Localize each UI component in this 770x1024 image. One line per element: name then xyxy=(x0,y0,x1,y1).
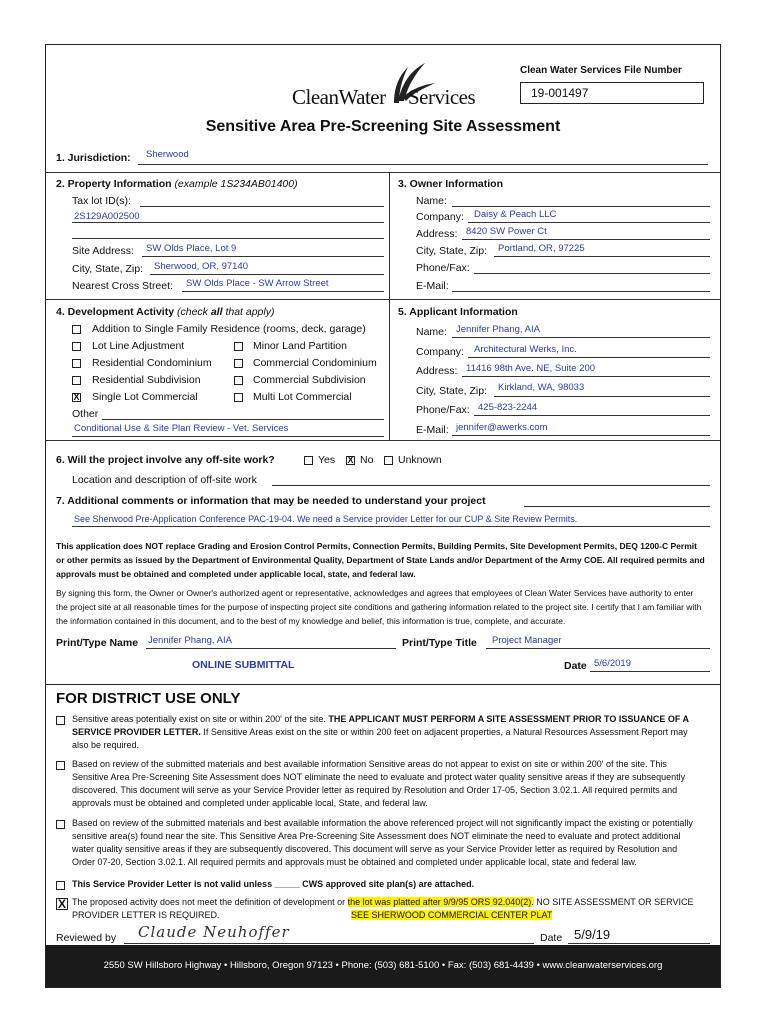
owner-company-label: Company: xyxy=(416,211,464,223)
minor-land-label: Minor Land Partition xyxy=(253,340,347,352)
owner-phone-label: Phone/Fax: xyxy=(416,262,470,274)
site-address-label: Site Address: xyxy=(72,245,134,257)
offsite-unknown-label: Unknown xyxy=(398,454,442,466)
owner-address-line xyxy=(462,239,710,240)
owner-email-label: E-Mail: xyxy=(416,280,449,292)
district-option-5-checkbox[interactable]: X xyxy=(57,897,66,911)
print-name-label: Print/Type Name xyxy=(56,637,139,649)
applicant-address-label: Address: xyxy=(416,365,458,377)
district-option-4-text: This Service Provider Letter is not valid unless _____ CWS approved site plan(s) are attached. xyxy=(72,879,475,889)
single-lot-label: Single Lot Commercial xyxy=(92,391,198,403)
date-value[interactable]: 5/6/2019 xyxy=(594,658,631,669)
date-line xyxy=(590,671,710,672)
footer-bar xyxy=(46,945,720,987)
taxlot-value[interactable]: 2S129A002500 xyxy=(74,211,140,222)
owner-company-value[interactable]: Daisy & Peach LLC xyxy=(474,209,557,220)
applicant-name-line xyxy=(452,337,710,338)
applicant-email-label: E-Mail: xyxy=(416,424,449,436)
reviewer-signature[interactable]: Claude Neuhoffer xyxy=(138,923,290,941)
owner-city-line xyxy=(494,256,710,257)
owner-address-label: Address: xyxy=(416,228,458,240)
other-line-1 xyxy=(102,419,384,420)
online-submittal: ONLINE SUBMITTAL xyxy=(192,659,295,671)
applicant-phone-line xyxy=(474,415,710,416)
district-option-1-checkbox[interactable] xyxy=(56,716,65,725)
owner-company-line xyxy=(468,222,710,223)
taxlot-label: Tax lot ID(s): xyxy=(72,195,131,207)
district-option-5-text: The proposed activity does not meet the definition of development or the lot was platted after 9/9/95 ORS 92.040(2). NO SITE ASSESSMENT OR SERVICE PROVIDER LETTER IS REQUIRED. xyxy=(72,897,694,920)
print-title-value[interactable]: Project Manager xyxy=(492,635,562,646)
reviewed-date-line xyxy=(568,943,710,944)
district-option-1-text: Sensitive areas potentially exist on site or within 200' of the site. THE APPLICANT MUST PERFORM A SITE ASSESSMENT PRIOR TO ISSUANCE OF A SERVICE PROVIDER LETTER. If Sensitive Areas exist on the site or within 200 feet on adjacent properties, a Natural Resources Assessment Report may also be required. xyxy=(72,714,689,750)
divider xyxy=(46,172,720,173)
applicant-heading: 5. Applicant Information xyxy=(398,306,518,318)
form-title: Sensitive Area Pre-Screening Site Assessment xyxy=(205,118,561,135)
property-city-value[interactable]: Sherwood, OR, 97140 xyxy=(154,261,249,272)
applicant-company-line xyxy=(468,357,710,358)
comments-line-2 xyxy=(72,526,710,527)
property-city-line xyxy=(150,274,384,275)
print-name-line xyxy=(146,648,396,649)
district-divider xyxy=(46,684,720,685)
offsite-yes-label: Yes xyxy=(318,454,336,466)
form-page xyxy=(45,44,721,988)
print-title-label: Print/Type Title xyxy=(402,637,477,649)
minor-land-checkbox[interactable] xyxy=(234,342,243,351)
comments-label: 7. Additional comments or information that may be needed to understand your project xyxy=(56,495,486,507)
cws-logo xyxy=(290,59,480,109)
divider xyxy=(46,440,720,441)
owner-phone-line[interactable] xyxy=(474,273,710,274)
jurisdiction-value[interactable]: Sherwood xyxy=(146,149,189,160)
district-option-2-text: Based on review of the submitted materials and best available information Sensitive areas do not appear to exist on site or within 200' of the site. This Sensitive Area Pre-Screening Site Assessment does NOT eliminate the need to evaluate and protect water quality sensitive areas if they are subsequently discovered. This document will serve as your Service Provider letter as required by Resolution and Order 17-05, Section 3.02.1. All required permits and approvals must be obtained and completed under applicable local, State, and federal law. xyxy=(72,759,686,808)
lot-line-checkbox[interactable] xyxy=(72,342,81,351)
res-condo-checkbox[interactable] xyxy=(72,359,81,368)
cross-street-label: Nearest Cross Street: xyxy=(72,280,173,292)
divider xyxy=(46,299,720,300)
district-option-3-text: Based on review of the submitted materials and best available information the above referenced project will not significantly impact the existing or potentially sensitive area(s) found near the site. This Sensitive Area Pre-Screening Site Assessment does NOT eliminate the need to evaluate and protect additional water quality sensitive areas if they are subsequently discovered. This document will serve as your Service Provider letter as required by Resolution and Order 07-20, Section 3.02.1. All required permits and approvals must be obtained and completed under applicable local, state and federal law. xyxy=(72,818,693,867)
applicant-name-label: Name: xyxy=(416,326,447,338)
property-city-label: City, State, Zip: xyxy=(72,263,143,275)
res-sub-label: Residential Subdivision xyxy=(92,374,201,386)
owner-name-label: Name: xyxy=(416,195,447,207)
reviewed-date-label: Date xyxy=(540,932,563,944)
applicant-city-line xyxy=(494,396,710,397)
offsite-location-line[interactable] xyxy=(272,485,710,486)
offsite-location-label: Location and description of off-site work xyxy=(72,474,257,486)
offsite-no-checkbox[interactable]: X xyxy=(347,455,354,465)
applicant-phone-label: Phone/Fax: xyxy=(416,404,470,416)
property-heading: 2. Property Information (example 1S234AB01400) xyxy=(56,178,298,190)
applicant-address-value[interactable]: 11416 98th Ave. NE, Suite 200 xyxy=(466,363,596,374)
jurisdiction-label: 1. Jurisdiction: xyxy=(56,152,131,164)
cross-street-line xyxy=(182,291,384,292)
addition-label: Addition to Single Family Residence (rooms, deck, garage) xyxy=(92,323,366,335)
com-condo-label: Commercial Condominium xyxy=(253,357,377,369)
taxlot-line-2 xyxy=(72,222,384,223)
plat-note: SEE SHERWOOD COMMERCIAL CENTER PLAT xyxy=(351,910,553,920)
logo-text-left: CleanWater xyxy=(292,85,386,109)
applicant-company-value[interactable]: Architectural Werks, Inc. xyxy=(474,344,577,355)
res-condo-label: Residential Condominium xyxy=(92,357,212,369)
taxlot-line-1 xyxy=(140,206,384,207)
multi-lot-label: Multi Lot Commercial xyxy=(253,391,352,403)
applicant-phone-value[interactable]: 425-823-2244 xyxy=(478,402,538,413)
reviewed-by-label: Reviewed by xyxy=(56,932,117,944)
taxlot-line-3 xyxy=(72,238,384,239)
applicant-email-value[interactable]: jennifer@awerks.com xyxy=(456,422,548,433)
lot-line-label: Lot Line Adjustment xyxy=(92,340,185,352)
comments-value[interactable]: See Sherwood Pre-Application Conference PAC-19-04. We need a Service provider Letter for our CUP & Site Review Permits. xyxy=(74,514,578,524)
other-value[interactable]: Conditional Use & Site Plan Review - Vet. Services xyxy=(74,423,289,434)
offsite-question: 6. Will the project involve any off-site work? xyxy=(56,454,275,466)
site-address-value[interactable]: SW Olds Place, Lot 9 xyxy=(146,243,237,254)
applicant-city-label: City, State, Zip: xyxy=(416,385,487,397)
applicant-company-label: Company: xyxy=(416,346,464,358)
logo-text-right: Services xyxy=(408,85,476,109)
footer-address: 2550 SW Hillsboro Highway • Hillsboro, Oregon 97123 • Phone: (503) 681-5100 • Fax: (503) 681-4439 • www.cleanwaterservices.org xyxy=(103,960,663,971)
comments-line-1 xyxy=(524,506,710,507)
offsite-yes-checkbox[interactable] xyxy=(304,456,313,465)
cross-street-value[interactable]: SW Olds Place - SW Arrow Street xyxy=(186,278,329,289)
reviewed-by-line xyxy=(124,943,534,944)
single-lot-checkbox[interactable]: X xyxy=(73,392,80,402)
applicant-city-value[interactable]: Kirkland, WA, 98033 xyxy=(498,382,585,393)
other-line-2 xyxy=(72,436,384,437)
owner-city-value[interactable]: Portland, OR, 97225 xyxy=(498,243,585,254)
development-heading: 4. Development Activity (check all that apply) xyxy=(56,306,275,318)
date-label: Date xyxy=(564,660,587,672)
offsite-no-label: No xyxy=(360,454,374,466)
file-number-label: Clean Water Services File Number xyxy=(520,65,682,76)
file-number-value: 19-001497 xyxy=(531,86,589,100)
com-sub-checkbox[interactable] xyxy=(234,376,243,385)
com-condo-checkbox[interactable] xyxy=(234,359,243,368)
reviewed-date-value[interactable]: 5/9/19 xyxy=(574,927,611,942)
print-name-value[interactable]: Jennifer Phang, AIA xyxy=(148,635,232,646)
applicant-name-value[interactable]: Jennifer Phang, AIA xyxy=(456,324,540,335)
owner-city-label: City, State, Zip: xyxy=(416,245,487,257)
applicant-email-line xyxy=(452,435,710,436)
applicant-address-line xyxy=(462,376,710,377)
column-divider xyxy=(389,172,390,440)
owner-email-line[interactable] xyxy=(452,291,710,292)
file-number-field[interactable] xyxy=(520,82,704,104)
print-title-line xyxy=(486,648,710,649)
district-option-4-checkbox[interactable] xyxy=(56,881,65,890)
other-label: Other xyxy=(72,408,99,420)
owner-address-value[interactable]: 8420 SW Power Ct xyxy=(466,226,547,237)
multi-lot-checkbox[interactable] xyxy=(234,393,243,402)
district-option-2-checkbox[interactable] xyxy=(56,761,65,770)
com-sub-label: Commercial Subdivision xyxy=(253,374,366,386)
owner-name-line[interactable] xyxy=(452,206,710,207)
res-sub-checkbox[interactable] xyxy=(72,376,81,385)
district-heading: FOR DISTRICT USE ONLY xyxy=(56,690,241,707)
jurisdiction-line xyxy=(138,164,708,165)
site-address-line xyxy=(142,256,384,257)
owner-heading: 3. Owner Information xyxy=(398,178,504,190)
offsite-unknown-checkbox[interactable] xyxy=(384,456,393,465)
addition-checkbox[interactable] xyxy=(72,325,81,334)
district-option-3-checkbox[interactable] xyxy=(56,820,65,829)
certification-text: By signing this form, the Owner or Owner's authorized agent or representative, acknowledges and agrees that employees of Clean Water Services have authority to enter the project site at all reasonable times for the purpose of inspecting project site conditions and gathering information related to the project site. I certify that I am familiar with the information contained in this document, and to the best of my knowledge and belief, this information is true, complete, and accurate. xyxy=(56,588,702,626)
permit-notice: This application does NOT replace Grading and Erosion Control Permits, Connection Permits, Building Permits, Site Development Permits, DEQ 1200-C Permit or other permits as issued by the Department of Environmental Quality, Department of State Lands and/or Department of the Army COE. All required permits and approvals must be obtained and completed under applicable local, state, and federal law. xyxy=(56,541,705,579)
